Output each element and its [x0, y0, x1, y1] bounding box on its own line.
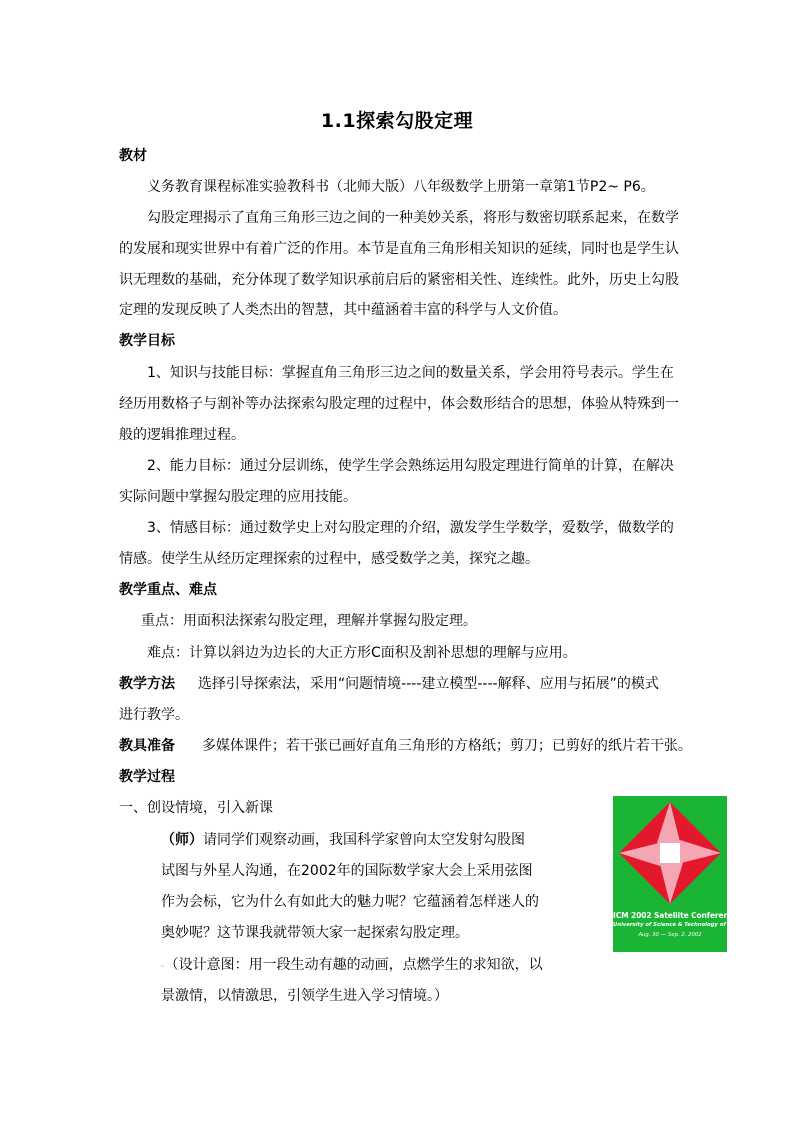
step1-line-1-text: 请同学们观察动画，我国科学家曾向太空发射勾股图: [203, 832, 525, 848]
material-paragraph-1: 义务教育课程标准实验教科书（北师大版）八年级数学上册第一章第1节P2~ P6。: [147, 179, 655, 195]
process-heading: 教学过程: [119, 769, 175, 785]
step1-line-1: [161, 830, 525, 850]
material-heading: 教材: [119, 148, 147, 164]
step1-line-2: 试图与外星人沟通，在2002年的国际数学家大会上采用弦图: [161, 863, 533, 879]
step1-line-4: 奥妙呢？这节课我就带领大家一起探索勾股定理。: [161, 925, 469, 941]
logo-dates: Aug. 30 --- Sep. 2, 2002: [638, 932, 702, 938]
goal-2-line-1: 2、能力目标：通过分层训练，使学生学会熟练运用勾股定理进行简单的计算，在解决: [147, 458, 674, 474]
design-line-2: 景激情，以情激思，引领学生进入学习情境。）: [161, 988, 448, 1004]
method-text: 选择引导探索法，采用“问题情境----建立模型----解释、应用与拓展”的模式: [197, 676, 659, 692]
goal-3-line-1: 3、情感目标：通过数学史上对勾股定理的介绍，激发学生学数学，爱数学，做数学的: [147, 520, 674, 536]
logo-university: University of Science & Technology of China: [613, 922, 745, 928]
design-line-1-text: （设计意图：用一段生动有趣的动画，点燃学生的求知欲，以: [164, 957, 543, 973]
method-text-2: 进行教学。: [119, 707, 189, 723]
keypoint-text: 重点：用面积法探索勾股定理，理解并掌握勾股定理。: [141, 613, 477, 629]
method-heading: 教学方法: [119, 676, 175, 692]
goal-1-line-2: 经历用数格子与割补等办法探索勾股定理的过程中，体会数形结合的思想，体验从特殊到一: [119, 396, 679, 412]
keypoints-heading: 教学重点、难点: [119, 582, 217, 598]
teacher-label: （师）: [161, 832, 203, 848]
goal-2-line-2: 实际问题中掌握勾股定理的应用技能。: [119, 489, 357, 505]
pinwheel-graphic: [613, 796, 727, 910]
tools-text: 多媒体课件；若干张已画好直角三角形的方格纸；剪刀；已剪好的纸片若干张。: [201, 738, 692, 754]
difficulty-text: 难点：计算以斜边为边长的大正方形C面积及割补思想的理解与应用。: [147, 645, 577, 661]
tools-heading: 教具准备: [119, 738, 175, 754]
material-paragraph-2-line-4: 定理的发现反映了人类杰出的智慧，其中蕴涵着丰富的科学与人文价值。: [119, 302, 567, 318]
material-paragraph-2-line-1: 勾股定理揭示了直角三角形三边之间的一种美妙关系，将形与数密切联系起来，在数学: [147, 210, 679, 226]
design-line-1: [161, 955, 543, 977]
goal-3-line-2: 情感。使学生从经历定理探索的过程中，感受数学之美，探究之趣。: [119, 551, 539, 567]
material-paragraph-2-line-3: 识无理数的基础，充分体现了数学知识承前启后的紧密相关性、连续性。此外，历史上勾股: [119, 272, 679, 288]
center-square: [660, 843, 680, 863]
page-title: 1.1探索勾股定理: [320, 110, 474, 132]
material-paragraph-2-line-2: 的发展和现实世界中有着广泛的作用。本节是直角三角形相关知识的延续，同时也是学生认: [119, 241, 679, 257]
goal-1-line-1: 1、知识与技能目标：掌握直角三角形三边之间的数量关系，学会用符号表示。学生在: [147, 365, 674, 381]
goals-heading: 教学目标: [119, 333, 175, 349]
method-line: [119, 674, 659, 694]
tools-line: [119, 736, 692, 756]
edit-mark: -: [161, 961, 165, 972]
logo-conference-name: ICM 2002 Satellite Conference: [613, 911, 739, 920]
goal-1-line-3: 般的逻辑推理过程。: [119, 427, 245, 443]
step1-line-3: 作为会标，它为什么有如此大的魅力呢？它蕴涵着怎样迷人的: [161, 894, 539, 910]
icm-2002-logo: [613, 796, 745, 952]
step1-heading: 一、创设情境，引入新课: [119, 800, 273, 816]
